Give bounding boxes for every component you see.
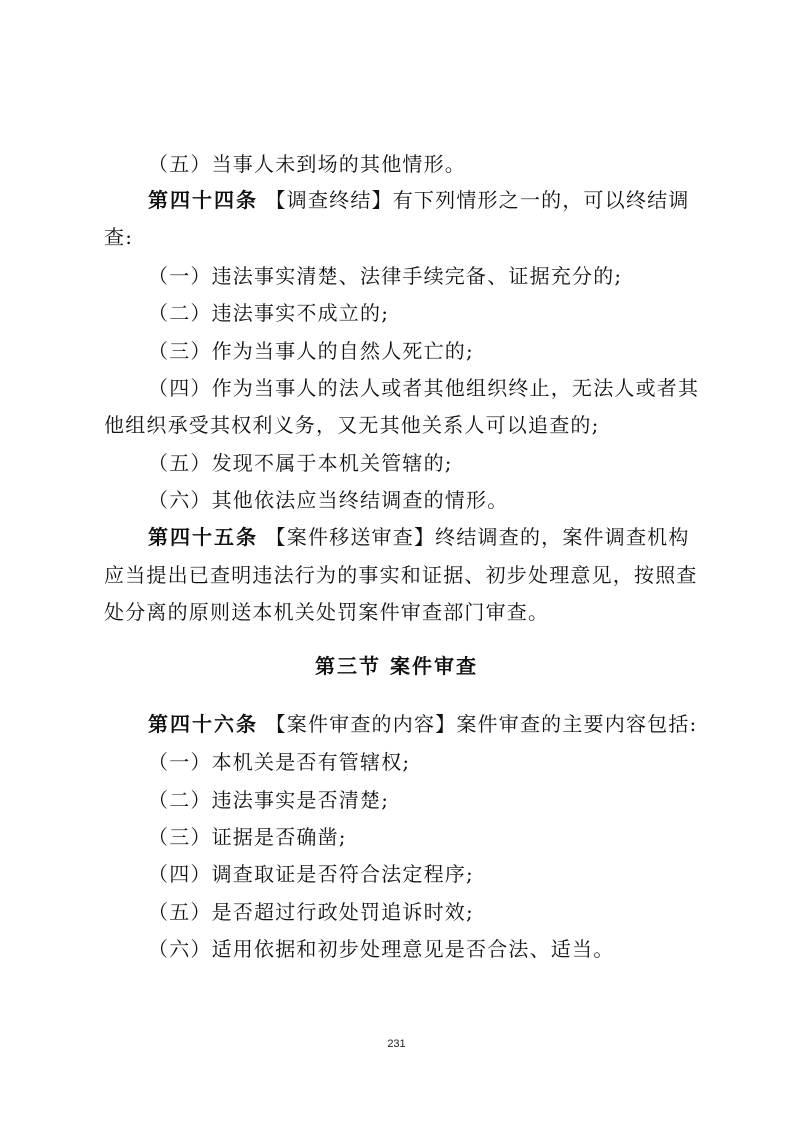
article-44-item-4-continuation: 他组织承受其权利义务，又无其他关系人可以追查的;: [104, 413, 600, 437]
section-title: 第三节 案件审查: [315, 654, 478, 678]
article-45-number: 第四十五条: [148, 525, 258, 549]
article-46-item-3: （三）证据是否确凿;: [148, 825, 347, 849]
article-46-heading-line: 第四十六条 【案件审查的内容】案件审查的主要内容包括:: [148, 712, 698, 736]
article-46-item-1: （一）本机关是否有管辖权;: [148, 750, 411, 774]
article-44-heading-line: 第四十四条 【调查终结】有下列情形之一的，可以终结调: [148, 188, 690, 212]
article-46-item-4: （四）调查取证是否符合法定程序;: [148, 862, 474, 886]
article-43-item-5: （五）当事人未到场的其他情形。: [148, 152, 466, 176]
page-number: 231: [387, 1038, 406, 1050]
article-44-number: 第四十四条: [148, 188, 258, 212]
article-46-item-2: （二）违法事实是否清楚;: [148, 788, 390, 812]
article-45-heading-line: 第四十五条 【案件移送审查】终结调查的，案件调查机构: [148, 525, 690, 549]
article-46-item-5: （五）是否超过行政处罚追诉时效;: [148, 900, 474, 924]
article-44-item-4: （四）作为当事人的法人或者其他组织终止，无法人或者其: [148, 376, 700, 400]
article-46-number: 第四十六条: [148, 712, 258, 736]
article-46-item-6: （六）适用依据和初步处理意见是否合法、适当。: [148, 937, 615, 961]
article-44-item-6: （六）其他依法应当终结调查的情形。: [148, 488, 509, 512]
article-44-heading-continuation: 查:: [104, 225, 134, 249]
article-44-item-3: （三）作为当事人的自然人死亡的;: [148, 339, 474, 363]
article-45-continuation-2: 处分离的原则送本机关处罚案件审查部门审查。: [104, 600, 550, 624]
article-44-item-2: （二）违法事实不成立的;: [148, 301, 390, 325]
article-45-continuation-1: 应当提出已查明违法行为的事实和证据、初步处理意见，按照查: [104, 563, 698, 587]
article-44-item-1: （一）违法事实清楚、法律手续完备、证据充分的;: [148, 264, 623, 288]
article-44-item-5: （五）发现不属于本机关管辖的;: [148, 451, 453, 475]
